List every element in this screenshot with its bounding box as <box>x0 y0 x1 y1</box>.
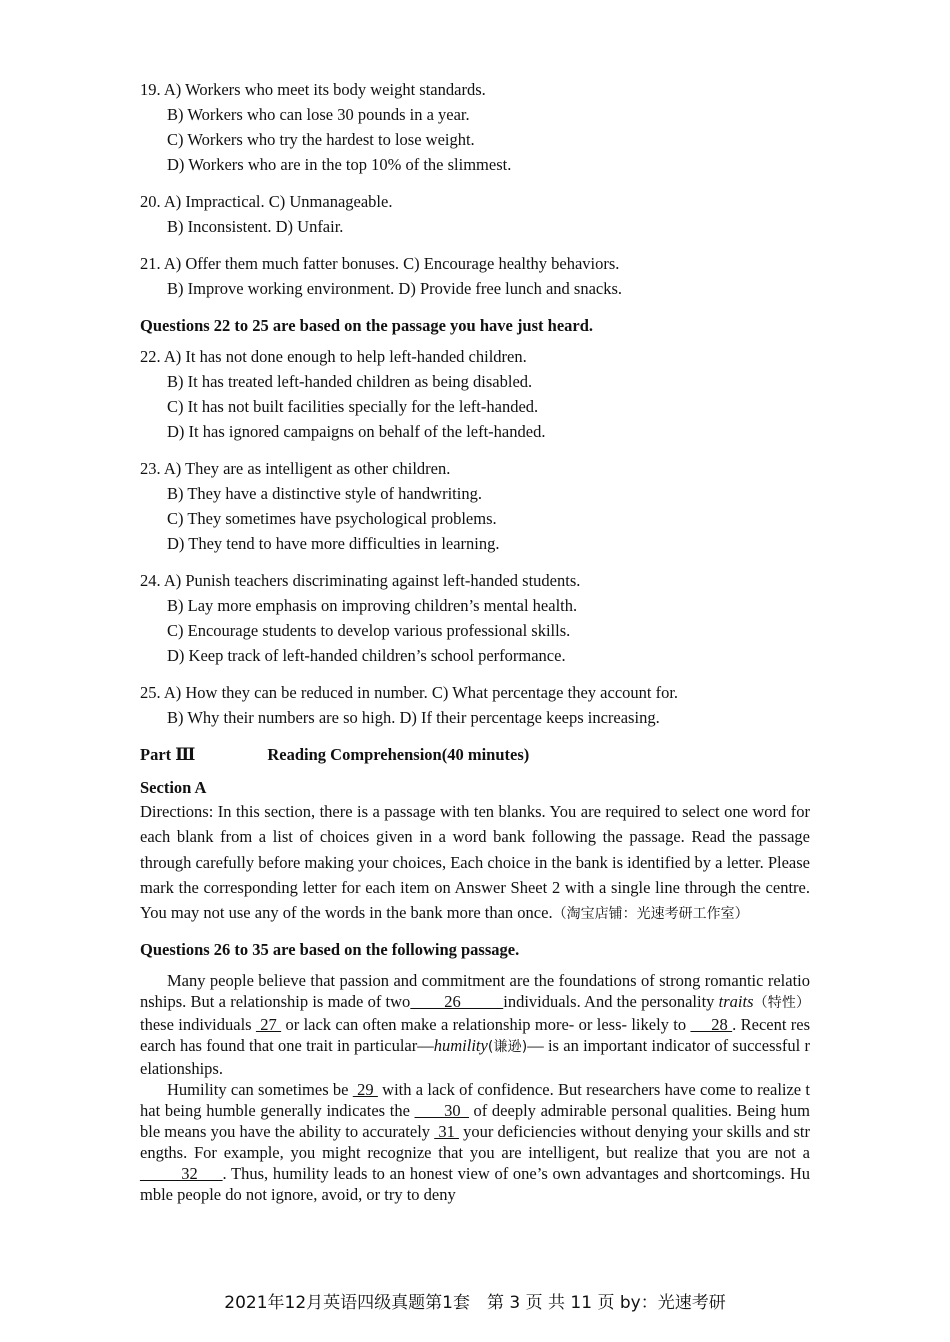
option-text: B) Improve working environment. D) Provide free lunch and snacks. <box>167 279 623 298</box>
term-humility-cn: (谦逊) <box>487 1039 528 1056</box>
question-option-line <box>140 506 810 531</box>
term-traits: traits <box>718 992 754 1012</box>
question-option-line <box>140 593 810 618</box>
blank-30: _ __30_ <box>414 1101 469 1121</box>
passage-text: Many people believe that passion and commitment are the foundations of strong romantic relationships. But a relationship is made of two <box>140 971 810 1012</box>
question-option-line <box>140 152 810 177</box>
question-option-line <box>140 618 810 643</box>
option-text: A) Impractical. C) Unmanageable. <box>163 192 393 211</box>
part-label: Part Ⅲ <box>140 745 196 764</box>
option-text: A) Offer them much fatter bonuses. C) Encourage healthy behaviors. <box>163 254 620 273</box>
option-text: C) Encourage students to develop various professional skills. <box>167 621 571 640</box>
passage-text: — is an important indicator of successful relationships. <box>140 1036 810 1079</box>
option-text: B) It has treated left-handed children as being disabled. <box>167 372 533 391</box>
passage-text: Humility can sometimes be <box>167 1080 353 1100</box>
option-text: D) They tend to have more difficulties in learning. <box>167 534 500 553</box>
question-option-line <box>140 456 810 481</box>
directions-note: （淘宝店铺：光速考研工作室） <box>552 906 749 923</box>
question-option-line <box>140 251 810 276</box>
blank-29: 29 <box>352 1080 378 1100</box>
question-option-line <box>140 127 810 152</box>
question-option-line <box>140 394 810 419</box>
passage-text: . Thus, humility leads to an honest view of one’s own advantages and shortcomings. Humble people do not ignore, avoid, or try to deny <box>140 1164 810 1205</box>
question-item <box>140 189 810 239</box>
question-item <box>140 568 810 668</box>
blank-27: 27 <box>255 1015 282 1035</box>
question-option-line <box>140 568 810 593</box>
passage-text: individuals. And the personality <box>503 992 719 1012</box>
question-number: 25. <box>140 683 161 702</box>
option-text: B) Workers who can lose 30 pounds in a year. <box>167 105 470 124</box>
question-number: 19. <box>140 80 161 99</box>
question-option-line <box>140 214 810 239</box>
passage-paragraph-1 <box>140 970 810 1079</box>
question-item <box>140 456 810 556</box>
directions-text: Directions: In this section, there is a passage with ten blanks. You are required to select one word for each blank from a list of choices given in a word bank following the passage. Read the passage through carefully before making your choices, Each choice in the bank is identified by a letter. Please mark the corresponding letter for each item on Answer Sheet 2 with a single line through the centre. You may not use any of the words in the bank more than once. <box>140 802 810 923</box>
question-option-line <box>140 680 810 705</box>
question-item <box>140 77 810 177</box>
option-text: D) It has ignored campaigns on behalf of the left-handed. <box>167 422 546 441</box>
question-item <box>140 251 810 301</box>
option-text: A) Punish teachers discriminating against left-handed students. <box>163 571 581 590</box>
reading-passage <box>140 970 810 1205</box>
question-option-line <box>140 189 810 214</box>
option-text: A) Workers who meet its body weight standards. <box>163 80 486 99</box>
part-title: Reading Comprehension <box>267 745 442 764</box>
option-text: B) Lay more emphasis on improving children’s mental health. <box>167 596 578 615</box>
question-number: 24. <box>140 571 161 590</box>
passage-paragraph-2 <box>140 1079 810 1205</box>
question-option-line <box>140 102 810 127</box>
option-text: B) Why their numbers are so high. D) If their percentage keeps increasing. <box>167 708 660 727</box>
question-number: 22. <box>140 347 161 366</box>
exam-page <box>140 77 810 1205</box>
blank-31: 31 <box>434 1122 459 1142</box>
passage-text: . Recent research has found that one trait in particular— <box>140 1015 811 1056</box>
question-option-line <box>140 705 810 730</box>
question-option-line <box>140 531 810 556</box>
part-heading <box>140 742 810 767</box>
question-option-line <box>140 419 810 444</box>
question-number: 20. <box>140 192 161 211</box>
question-number: 23. <box>140 459 161 478</box>
option-text: C) It has not built facilities specially for the left-handed. <box>167 397 539 416</box>
page-footer: 2021年12月英语四级真题第1套 第 3 页 共 11 页 by：光速考研 <box>224 1293 726 1313</box>
term-humility: humility <box>433 1036 488 1056</box>
passage-text: your deficiencies without denying your skills and strengths. For example, you might recognize that you are intelligent, but realize that you are not a <box>140 1122 811 1163</box>
passage-text: of deeply admirable personal qualities. Being humble means you have the ability to accurately <box>140 1101 810 1142</box>
blank-32: _____32___ <box>140 1164 223 1184</box>
blank-28: __28 <box>690 1015 733 1035</box>
part-time: (40 minutes) <box>441 745 530 764</box>
section-heading-22-25: Questions 22 to 25 are based on the passage you have just heard. <box>140 316 594 335</box>
question-option-line <box>140 369 810 394</box>
option-text: C) Workers who try the hardest to lose weight. <box>167 130 475 149</box>
question-group-19-21 <box>140 77 810 301</box>
option-text: B) Inconsistent. D) Unfair. <box>167 217 344 236</box>
question-option-line <box>140 344 810 369</box>
question-number: 21. <box>140 254 161 273</box>
question-option-line <box>140 276 810 301</box>
question-option-line <box>140 481 810 506</box>
term-traits-cn: （特性） <box>753 995 810 1012</box>
question-option-line <box>140 643 810 668</box>
question-option-line <box>140 77 810 102</box>
question-group-22-25 <box>140 344 810 730</box>
option-text: C) They sometimes have psychological problems. <box>167 509 497 528</box>
option-text: A) It has not done enough to help left-handed children. <box>163 347 527 366</box>
option-text: A) They are as intelligent as other children. <box>163 459 451 478</box>
section-heading-26-35: Questions 26 to 35 are based on the following passage. <box>140 940 520 960</box>
passage-text: or lack can often make a relationship more- or less- likely to <box>281 1015 691 1035</box>
passage-text: with a lack of confidence. But researchers have come to realize that being humble generally indicates the <box>140 1080 811 1121</box>
option-text: D) Workers who are in the top 10% of the slimmest. <box>167 155 512 174</box>
passage-text: these individuals <box>140 1015 256 1035</box>
option-text: B) They have a distinctive style of handwriting. <box>167 484 482 503</box>
directions <box>140 799 810 927</box>
option-text: A) How they can be reduced in number. C) What percentage they account for. <box>163 683 679 702</box>
blank-26: 26 <box>410 992 504 1012</box>
question-item <box>140 680 810 730</box>
option-text: D) Keep track of left-handed children’s school performance. <box>167 646 566 665</box>
question-item <box>140 344 810 444</box>
section-title: Section A <box>140 778 207 797</box>
